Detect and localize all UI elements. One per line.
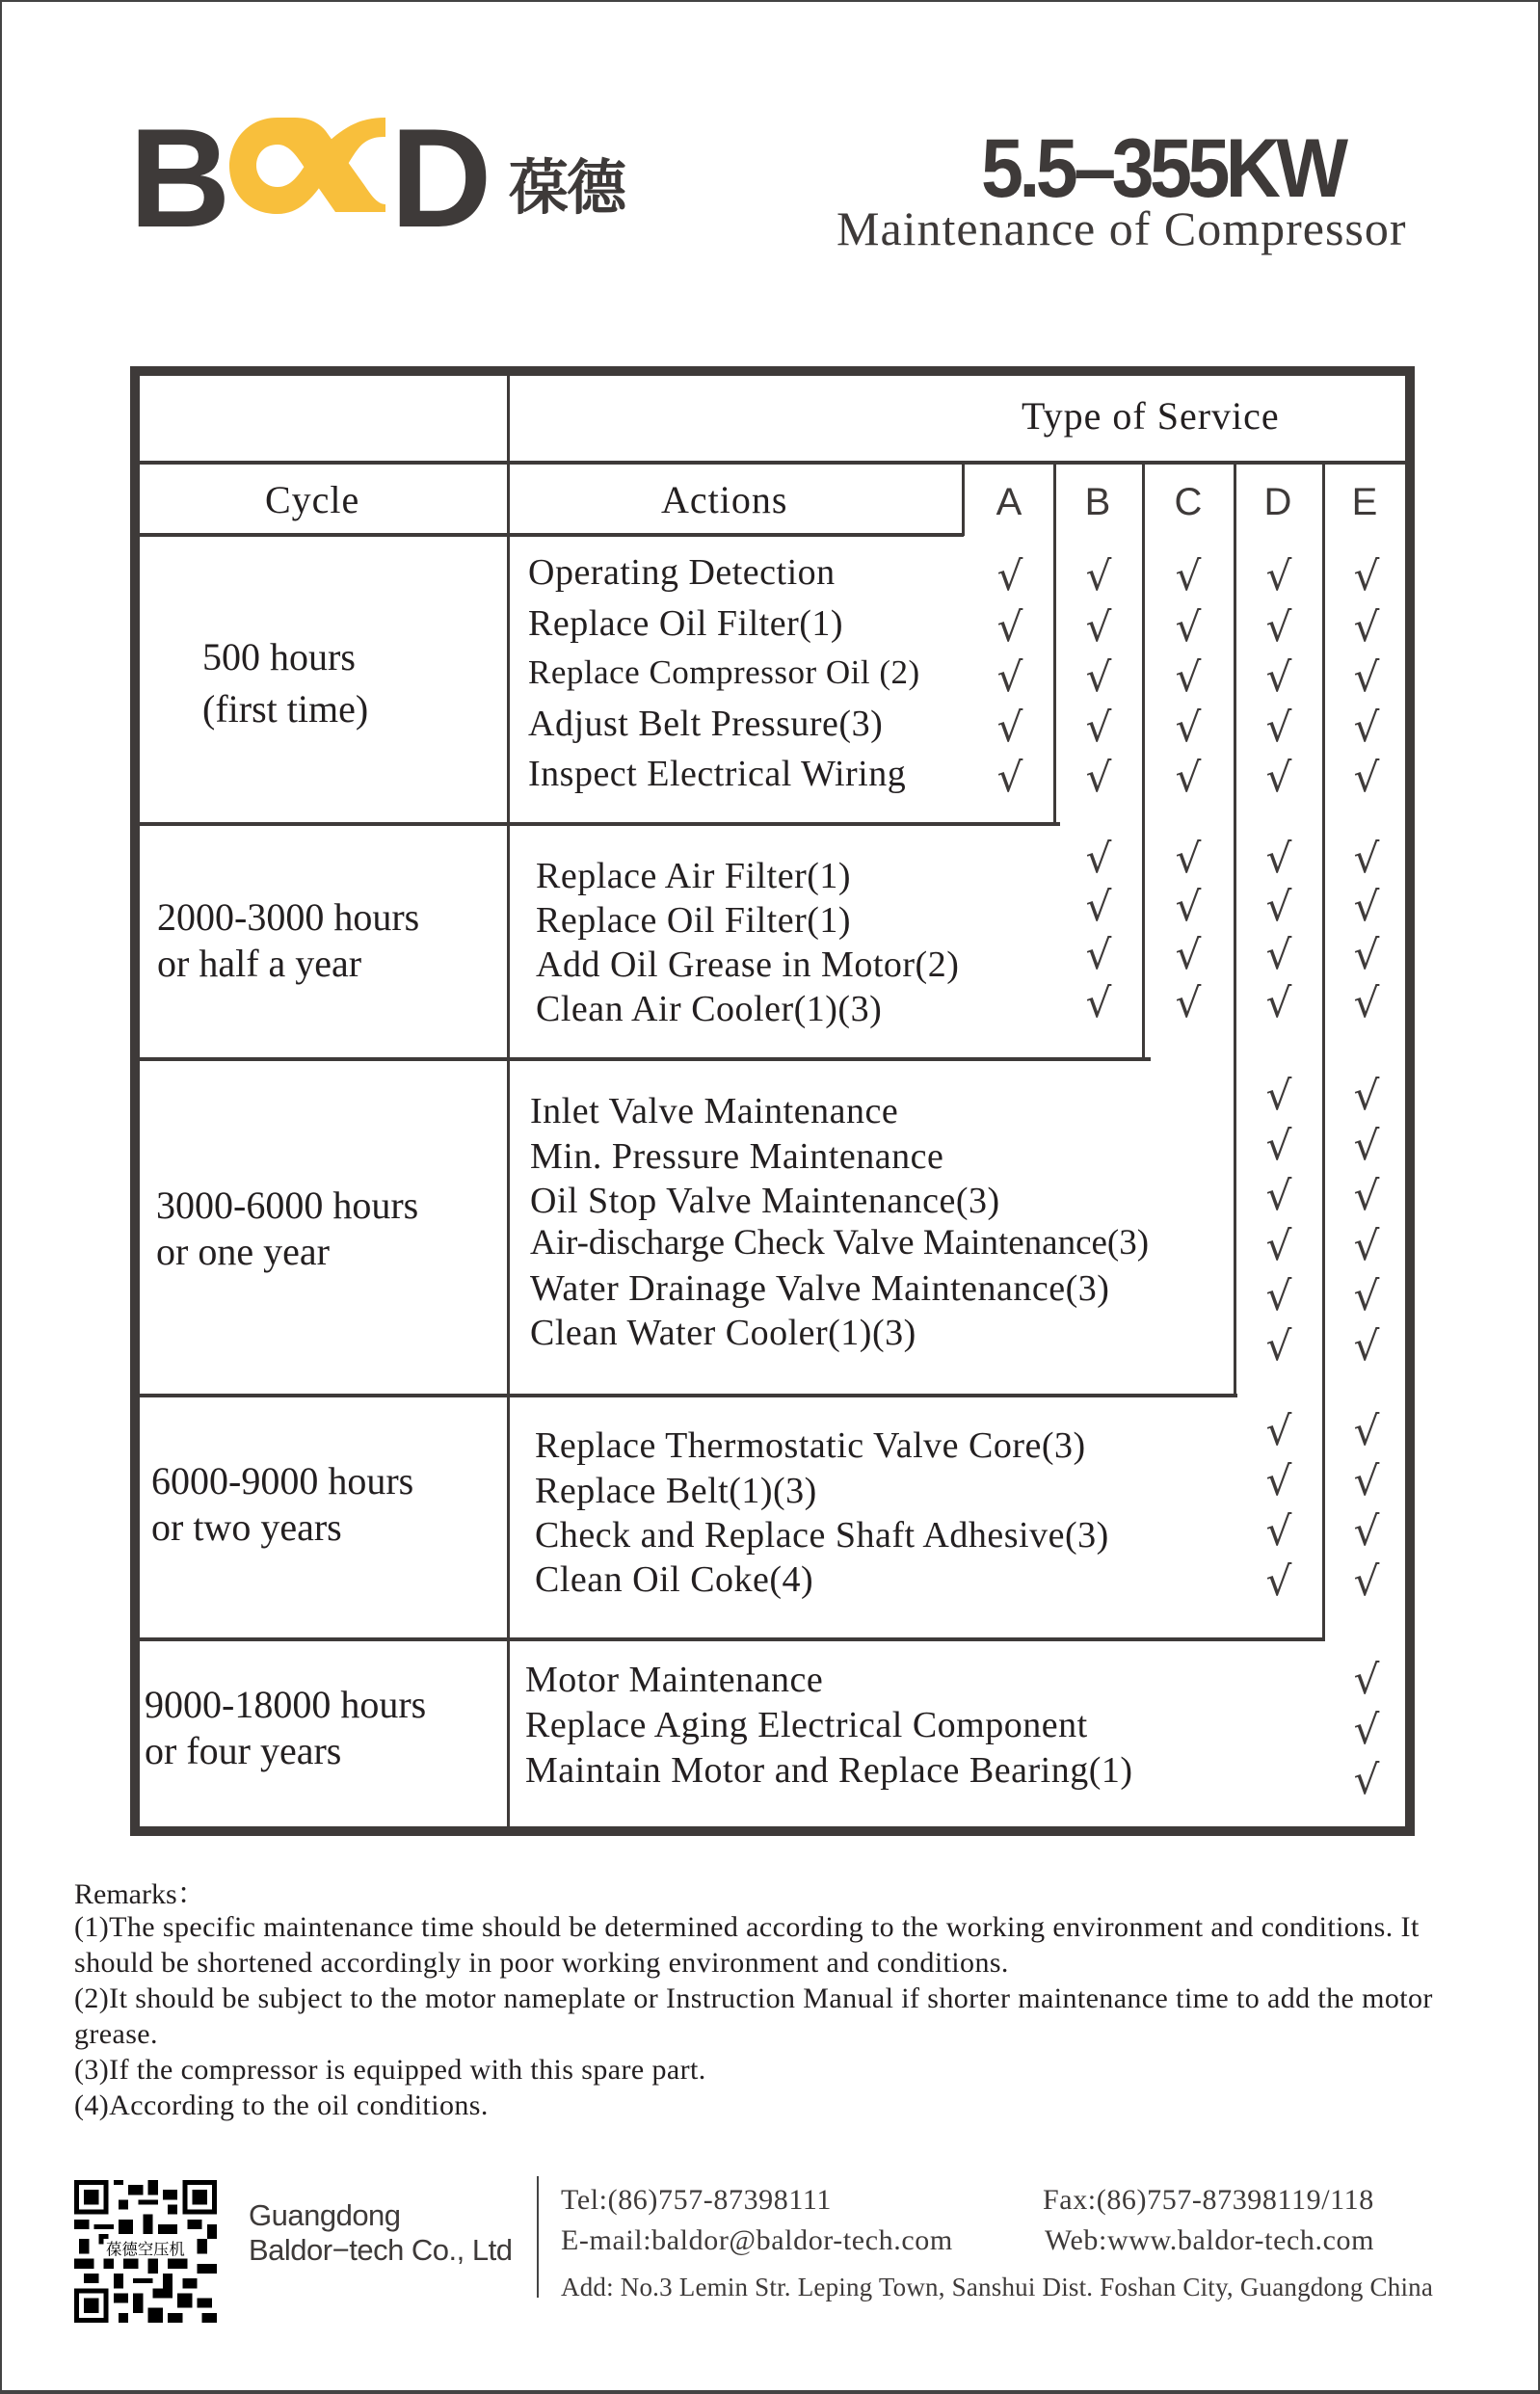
action-item: Replace Oil Filter(1) — [528, 603, 844, 644]
remark-item: (1)The specific maintenance time should be determined according to the working environment and conditions. It should be shortened accordingly in poor working environment and conditions. — [74, 1911, 1420, 1979]
check-mark-icon: √ — [1265, 931, 1292, 978]
action-item: Adjust Belt Pressure(3) — [528, 704, 884, 744]
fax-number: Fax:(86)757-87398119/118 — [1043, 2184, 1374, 2216]
action-item: Check and Replace Shaft Adhesive(3) — [535, 1515, 1109, 1556]
check-mark-icon: √ — [1085, 883, 1112, 930]
cycle-label: 6000-9000 hours or two years — [151, 1459, 414, 1549]
company-name-line2: Baldor−tech Co., Ltd — [249, 2233, 513, 2267]
check-mark-icon: √ — [1265, 1507, 1292, 1555]
service-type-b: B — [1084, 481, 1111, 523]
check-mark-icon: √ — [1353, 1072, 1380, 1119]
check-mark-icon: √ — [1175, 754, 1202, 801]
check-mark-icon: √ — [1265, 653, 1292, 701]
header-divider — [140, 461, 1405, 465]
section-divider-4 — [140, 1637, 1325, 1641]
column-header-divider — [140, 533, 964, 537]
check-mark-icon: √ — [1085, 603, 1112, 651]
check-mark-icon: √ — [1265, 754, 1292, 801]
check-mark-icon: √ — [1353, 552, 1380, 599]
check-mark-icon: √ — [1353, 1656, 1380, 1703]
check-mark-icon: √ — [1265, 1457, 1292, 1504]
check-mark-icon: √ — [1265, 704, 1292, 751]
check-mark-icon: √ — [1085, 754, 1112, 801]
check-mark-icon: √ — [1085, 979, 1112, 1026]
logo-letter-b: B — [129, 99, 227, 256]
check-mark-icon: √ — [1085, 931, 1112, 978]
check-mark-icon: √ — [1265, 1222, 1292, 1269]
cycle-label: 9000-18000 hours or four years — [145, 1683, 427, 1772]
service-type-e: E — [1351, 481, 1378, 523]
remark-item: (3)If the compressor is equipped with this spare part. — [74, 2054, 706, 2086]
action-item: Replace Compressor Oil (2) — [528, 653, 920, 691]
check-mark-icon: √ — [1175, 883, 1202, 930]
col-b-divider — [1142, 464, 1145, 1060]
action-item: Motor Maintenance — [525, 1660, 824, 1700]
check-mark-icon: √ — [1265, 835, 1292, 882]
check-mark-icon: √ — [1353, 704, 1380, 751]
check-mark-icon: √ — [1265, 883, 1292, 930]
check-mark-icon: √ — [1175, 979, 1202, 1026]
svg-text:葆德空压机: 葆德空压机 — [106, 2240, 185, 2259]
check-mark-icon: √ — [1353, 1457, 1380, 1504]
action-item: Inspect Electrical Wiring — [528, 754, 907, 794]
cycle-column-divider — [507, 376, 510, 1826]
action-item: Replace Belt(1)(3) — [535, 1471, 817, 1511]
check-mark-icon: √ — [996, 704, 1023, 751]
check-mark-icon: √ — [1085, 653, 1112, 701]
action-item: Add Oil Grease in Motor(2) — [536, 944, 960, 985]
section-divider-3 — [140, 1394, 1237, 1397]
logo-letter-d: D — [390, 99, 489, 256]
email-link[interactable]: E-mail:baldor@baldor-tech.com — [561, 2224, 953, 2256]
action-item: Clean Water Cooler(1)(3) — [530, 1313, 916, 1353]
check-mark-icon: √ — [1175, 552, 1202, 599]
service-type-d: D — [1263, 481, 1292, 523]
service-type-c: C — [1174, 481, 1203, 523]
service-type-a: A — [996, 481, 1022, 523]
action-item: Replace Oil Filter(1) — [536, 900, 852, 941]
remark-item: (4)According to the oil conditions. — [74, 2089, 489, 2121]
check-mark-icon: √ — [1265, 1272, 1292, 1319]
check-mark-icon: √ — [1085, 835, 1112, 882]
check-mark-icon: √ — [1353, 1122, 1380, 1169]
check-mark-icon: √ — [1265, 979, 1292, 1026]
check-mark-icon: √ — [1265, 1557, 1292, 1605]
logo-chinese-name: 葆德 — [509, 152, 625, 223]
check-mark-icon: √ — [1353, 653, 1380, 701]
actions-header-right — [962, 464, 965, 536]
check-mark-icon: √ — [1265, 1072, 1292, 1119]
check-mark-icon: √ — [1353, 835, 1380, 882]
phone-number: Tel:(86)757-87398111 — [561, 2184, 832, 2216]
check-mark-icon: √ — [1175, 835, 1202, 882]
footer-divider — [537, 2176, 539, 2298]
check-mark-icon: √ — [1353, 1407, 1380, 1454]
logo-infinity-icon — [227, 112, 387, 220]
check-mark-icon: √ — [1353, 931, 1380, 978]
action-item: Clean Air Cooler(1)(3) — [536, 989, 883, 1029]
company-name-line1: Guangdong — [249, 2198, 401, 2232]
check-mark-icon: √ — [1265, 1172, 1292, 1219]
check-mark-icon: √ — [1175, 704, 1202, 751]
page-title: Maintenance of Compressor — [836, 201, 1407, 255]
col-c-divider — [1234, 464, 1236, 1396]
check-mark-icon: √ — [1265, 552, 1292, 599]
action-item: Replace Air Filter(1) — [536, 856, 852, 896]
action-item: Min. Pressure Maintenance — [530, 1136, 944, 1177]
check-mark-icon: √ — [996, 603, 1023, 651]
check-mark-icon: √ — [1353, 1507, 1380, 1555]
section-divider-1 — [140, 822, 1060, 826]
check-mark-icon: √ — [1085, 704, 1112, 751]
cycle-label: 500 hours (first time) — [202, 635, 369, 731]
check-mark-icon: √ — [1175, 653, 1202, 701]
website-link[interactable]: Web:www.baldor-tech.com — [1045, 2224, 1375, 2256]
check-mark-icon: √ — [1353, 1172, 1380, 1219]
qr-code-icon — [74, 2180, 217, 2323]
type-of-service-label: Type of Service — [1022, 394, 1280, 438]
check-mark-icon: √ — [1175, 931, 1202, 978]
action-item: Operating Detection — [528, 552, 836, 593]
check-mark-icon: √ — [1353, 1272, 1380, 1319]
action-item: Maintain Motor and Replace Bearing(1) — [525, 1750, 1133, 1791]
action-item: Inlet Valve Maintenance — [530, 1091, 899, 1131]
actions-header: Actions — [661, 478, 788, 521]
cycle-label: 2000-3000 hours or half a year — [157, 895, 420, 985]
action-item: Replace Aging Electrical Component — [525, 1705, 1088, 1745]
check-mark-icon: √ — [1265, 1322, 1292, 1370]
check-mark-icon: √ — [1085, 552, 1112, 599]
check-mark-icon: √ — [1175, 603, 1202, 651]
section-divider-2 — [140, 1057, 1151, 1061]
check-mark-icon: √ — [1353, 883, 1380, 930]
company-address: Add: No.3 Lemin Str. Leping Town, Sanshui Dist. Foshan City, Guangdong China — [561, 2273, 1434, 2301]
col-a-divider — [1053, 464, 1056, 825]
check-mark-icon: √ — [1353, 1706, 1380, 1753]
cycle-header: Cycle — [265, 478, 360, 521]
check-mark-icon: √ — [1353, 979, 1380, 1026]
check-mark-icon: √ — [1265, 1407, 1292, 1454]
col-d-divider — [1322, 464, 1325, 1640]
action-item: Oil Stop Valve Maintenance(3) — [530, 1181, 1000, 1221]
remarks-title: Remarks： — [74, 1878, 206, 1910]
action-item: Replace Thermostatic Valve Core(3) — [535, 1425, 1086, 1466]
check-mark-icon: √ — [996, 754, 1023, 801]
check-mark-icon: √ — [1353, 603, 1380, 651]
check-mark-icon: √ — [1265, 1122, 1292, 1169]
remark-item: (2)It should be subject to the motor nameplate or Instruction Manual if shorter maintenance time to add the motor grease. — [74, 1982, 1433, 2050]
power-range: 5.5–355KW — [981, 122, 1344, 215]
check-mark-icon: √ — [1353, 1322, 1380, 1370]
action-item: Water Drainage Valve Maintenance(3) — [530, 1268, 1110, 1309]
check-mark-icon: √ — [996, 552, 1023, 599]
check-mark-icon: √ — [1353, 1756, 1380, 1803]
check-mark-icon: √ — [1353, 754, 1380, 801]
cycle-label: 3000-6000 hours or one year — [156, 1184, 419, 1273]
action-item: Air-discharge Check Valve Maintenance(3) — [530, 1223, 1150, 1263]
check-mark-icon: √ — [1265, 603, 1292, 651]
check-mark-icon: √ — [1353, 1222, 1380, 1269]
action-item: Clean Oil Coke(4) — [535, 1559, 814, 1600]
check-mark-icon: √ — [996, 653, 1023, 701]
check-mark-icon: √ — [1353, 1557, 1380, 1605]
